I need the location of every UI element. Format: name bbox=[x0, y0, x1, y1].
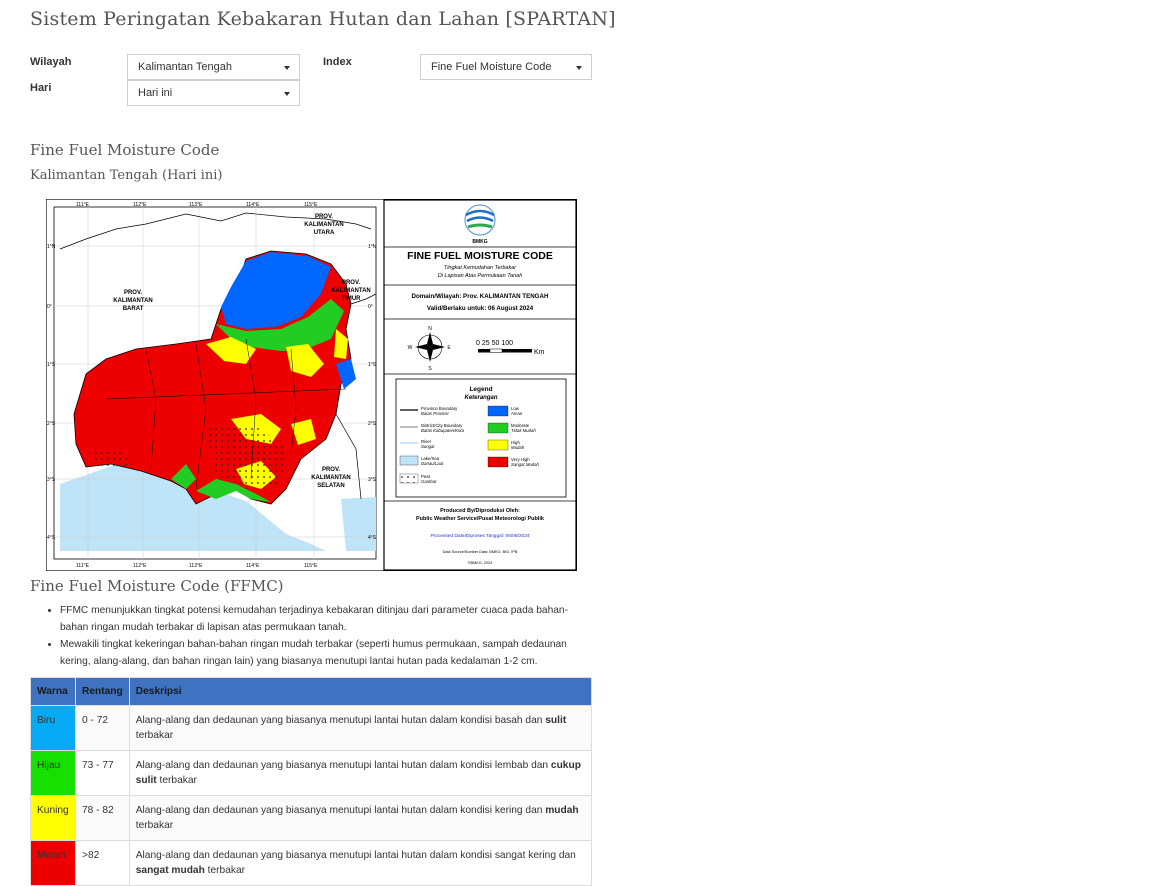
chevron-down-icon bbox=[284, 92, 290, 96]
deskripsi-cell bbox=[129, 841, 591, 886]
desc-bold: mudah bbox=[545, 805, 579, 816]
legend-class-label: Aman bbox=[511, 411, 523, 416]
table-row bbox=[31, 706, 592, 751]
warna-cell: Biru bbox=[31, 706, 76, 751]
wilayah-select[interactable] bbox=[127, 54, 300, 80]
data-source: Data Source/Sumber Data: BMKG, BIG, IPB bbox=[442, 550, 518, 554]
index-label: Index bbox=[323, 56, 352, 68]
legend-item-label: Lake/Sea bbox=[421, 456, 440, 461]
column-header: Deskripsi bbox=[129, 678, 591, 706]
lat-tick-label: 4°S bbox=[368, 535, 377, 541]
list-item: • Mewakili tingkat kekeringan bahan-bahan ringan mudah terbakar (seperti humus permukaan, sampah dedaunan kering, alang-alang, dan bahan ringan lain) yang biasanya menutupi lantai hutan pada kedalaman 1-2 cm. bbox=[60, 636, 590, 670]
lon-tick-label: 111°E bbox=[76, 202, 89, 208]
legend-class-label: Tidak Mudah bbox=[511, 428, 536, 433]
produced-by-org: Public Weather Service/Pusat Meteorologi Publik bbox=[416, 516, 544, 522]
lat-tick-label: 0° bbox=[368, 304, 373, 310]
desc-text: Alang-alang dan dedaunan yang biasanya menutupi lantai hutan dalam kondisi lembab dan bbox=[135, 760, 551, 771]
scale-ticks: 0 25 50 100 bbox=[476, 340, 513, 347]
legend-item-label: Danau/Laut bbox=[421, 461, 444, 466]
lon-tick-label: 113°E bbox=[189, 202, 203, 208]
table-row bbox=[31, 841, 592, 886]
desc-bold: sangat mudah bbox=[135, 865, 205, 876]
lon-tick-label: 111°E bbox=[76, 563, 89, 569]
desc-text: terbakar bbox=[135, 820, 174, 831]
neighbor-label: KALIMANTAN bbox=[331, 288, 371, 294]
chevron-down-icon bbox=[284, 66, 290, 70]
legend-class-label: High bbox=[511, 440, 520, 445]
rentang-cell: 0 - 72 bbox=[76, 706, 130, 751]
neighbor-label: PROV. bbox=[123, 290, 143, 296]
processed-date: Processed Date/Diproses Tanggal: 06/08/2024 bbox=[430, 534, 530, 539]
warna-cell: Kuning bbox=[31, 796, 76, 841]
rentang-cell: 78 - 82 bbox=[76, 796, 130, 841]
desc-text: Alang-alang dan dedaunan yang biasanya menutupi lantai hutan dalam kondisi kering dan bbox=[135, 805, 546, 816]
warna-cell: Merah bbox=[31, 841, 76, 886]
wilayah-select-value: Kalimantan Tengah bbox=[138, 61, 232, 73]
lon-tick-label: 115°E bbox=[304, 563, 318, 569]
lon-tick-label: 114°E bbox=[246, 202, 260, 208]
legend-item-label: Peat bbox=[421, 474, 430, 479]
deskripsi-cell bbox=[129, 706, 591, 751]
compass-n: N bbox=[428, 326, 432, 332]
neighbor-label: PROV. bbox=[321, 467, 341, 473]
hari-select[interactable] bbox=[127, 80, 300, 106]
compass-s: S bbox=[428, 366, 432, 372]
desc-text: terbakar bbox=[135, 730, 174, 741]
map-panel-sub2: Di Lapisan Atas Permukaan Tanah bbox=[437, 273, 523, 279]
neighbor-label: UTARA bbox=[313, 230, 335, 236]
index-select[interactable] bbox=[420, 54, 592, 80]
legend-item-label: Batas Kabupaten/Kota bbox=[421, 428, 465, 433]
neighbor-label: KALIMANTAN bbox=[304, 222, 344, 228]
neighbor-label: BARAT bbox=[122, 306, 144, 312]
scale-unit: Km bbox=[534, 349, 545, 356]
deskripsi-cell bbox=[129, 796, 591, 841]
neighbor-label: KALIMANTAN bbox=[113, 298, 153, 304]
lat-tick-label: 0° bbox=[47, 304, 52, 310]
lon-tick-label: 113°E bbox=[189, 563, 203, 569]
map-panel-title: FINE FUEL MOISTURE CODE bbox=[407, 250, 553, 262]
desc-bold: cukup sulit bbox=[135, 760, 581, 786]
lat-tick-label: 3°S bbox=[47, 477, 56, 483]
legend-class-label: Very High bbox=[511, 457, 530, 462]
compass-e: E bbox=[447, 345, 451, 351]
neighbor-label: KALIMANTAN bbox=[311, 475, 351, 481]
lat-tick-label: 1°N bbox=[368, 244, 377, 250]
lat-tick-label: 1°N bbox=[47, 244, 56, 250]
wilayah-label: Wilayah bbox=[30, 56, 72, 68]
page-title: Sistem Peringatan Kebakaran Hutan dan Lahan [SPARTAN] bbox=[30, 8, 616, 30]
legend-class-label: Moderate bbox=[511, 423, 530, 428]
desc-bold: sulit bbox=[545, 715, 567, 726]
legend-subtitle: Keterangan bbox=[464, 395, 498, 401]
desc-text: Alang-alang dan dedaunan yang biasanya menutupi lantai hutan dalam kondisi sangat kering dan bbox=[135, 850, 576, 861]
neighbor-label: SELATAN bbox=[317, 483, 345, 489]
column-header: Rentang bbox=[76, 678, 130, 706]
neighbor-label: TIMUR bbox=[341, 296, 361, 302]
table-row bbox=[31, 796, 592, 841]
rentang-cell: 73 - 77 bbox=[76, 751, 130, 796]
lon-tick-label: 112°E bbox=[133, 202, 147, 208]
legend-class-label: Sangat Mudah bbox=[511, 462, 539, 467]
ffmc-info-title: Fine Fuel Moisture Code (FFMC) bbox=[30, 577, 284, 595]
column-header: Warna bbox=[31, 678, 76, 706]
list-item: • FFMC menunjukkan tingkat potensi kemudahan terjadinya kebakaran ditinjau dari parameter cuaca pada bahan-bahan ringan mudah terbakar di lapisan atas permukaan tanah. bbox=[60, 602, 590, 636]
index-select-value: Fine Fuel Moisture Code bbox=[431, 61, 552, 73]
ffmc-info-list bbox=[40, 602, 590, 670]
legend-title: Legend bbox=[469, 386, 493, 393]
domain-line: Domain/Wilayah: Prov. KALIMANTAN TENGAH bbox=[411, 293, 549, 300]
desc-text: Alang-alang dan dedaunan yang biasanya menutupi lantai hutan dalam kondisi basah dan bbox=[135, 715, 546, 726]
lat-tick-label: 2°S bbox=[47, 421, 56, 427]
lat-tick-label: 1°S bbox=[47, 362, 56, 368]
section-subtitle: Kalimantan Tengah (Hari ini) bbox=[30, 168, 223, 183]
lat-tick-label: 4°S bbox=[47, 535, 56, 541]
lat-tick-label: 2°S bbox=[368, 421, 377, 427]
lat-tick-label: 1°S bbox=[368, 362, 377, 368]
legend-item-label: Province Boundary bbox=[421, 406, 458, 411]
legend-class-label: Low bbox=[511, 406, 519, 411]
lon-tick-label: 114°E bbox=[246, 563, 260, 569]
legend-class-label: Mudah bbox=[511, 445, 525, 450]
warna-cell: Hijau bbox=[31, 751, 76, 796]
chevron-down-icon bbox=[576, 66, 582, 70]
legend-item-label: River bbox=[421, 439, 432, 444]
deskripsi-cell bbox=[129, 751, 591, 796]
ffmc-map-image bbox=[46, 199, 577, 571]
copyright: ©BMKG, 2024 bbox=[467, 561, 493, 565]
desc-text: terbakar bbox=[156, 775, 197, 786]
table-header-row bbox=[31, 678, 592, 706]
legend-item-label: Sungai bbox=[421, 444, 435, 449]
logo-text: BMKG bbox=[472, 239, 488, 245]
legend-item-label: Gambut bbox=[421, 479, 437, 484]
lon-tick-label: 112°E bbox=[133, 563, 147, 569]
legend-item-label: Batas Provinsi bbox=[421, 411, 449, 416]
neighbor-label: PROV. bbox=[341, 280, 361, 286]
produced-by: Produced By/Diproduksi Oleh: bbox=[440, 508, 520, 514]
legend-item-label: District/City Boundary bbox=[421, 423, 463, 428]
hari-label: Hari bbox=[30, 82, 52, 94]
neighbor-label: PROV. bbox=[314, 214, 334, 220]
desc-text: terbakar bbox=[204, 865, 246, 876]
rentang-cell: >82 bbox=[76, 841, 130, 886]
compass-w: W bbox=[407, 345, 413, 351]
valid-line: Valid/Berlaku untuk: 06 August 2024 bbox=[426, 305, 534, 312]
hari-select-value: Hari ini bbox=[138, 87, 173, 99]
table-row bbox=[31, 751, 592, 796]
section-title: Fine Fuel Moisture Code bbox=[30, 141, 220, 159]
ffmc-table bbox=[30, 677, 592, 886]
lon-tick-label: 115°E bbox=[304, 202, 318, 208]
lat-tick-label: 3°S bbox=[368, 477, 377, 483]
map-panel-sub1: Tingkat Kemudahan Terbakar bbox=[443, 265, 517, 271]
